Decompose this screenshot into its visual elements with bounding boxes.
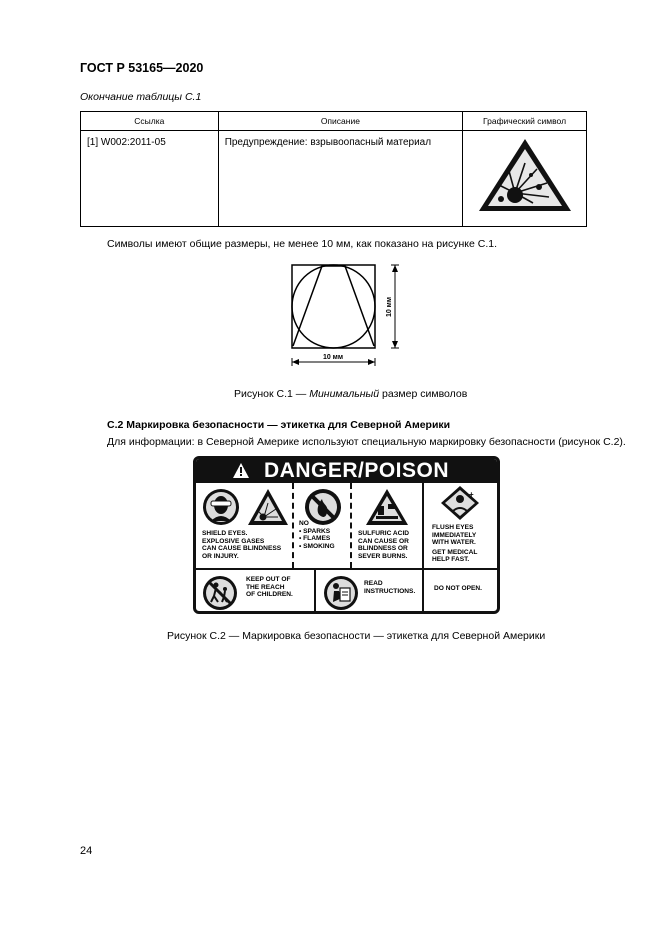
explosion-triangle-icon [246,487,290,527]
flush-eyes-icon [439,485,481,521]
standard-header: ГОСТ Р 53165—2020 [80,61,204,75]
text-line: • SPARKS [299,527,331,535]
page-number: 24 [80,845,93,857]
text-line: CAN CAUSE OR [358,537,409,545]
text-line: CAN CAUSE BLINDNESS [202,545,282,553]
dim-horizontal-label: 10 мм [322,354,344,361]
cell-read [316,568,424,614]
reference-table [80,111,587,227]
eye-protection-icon [201,487,243,527]
label-header [196,459,497,483]
col-header-symbol: Графический символ [463,112,587,131]
cell-acid [352,483,424,568]
text-line: BLINDNESS OR [358,545,408,553]
text-line: THE REACH [246,583,285,591]
no-fire-text [299,520,335,550]
cell-eyes-explosive [196,483,294,568]
text-line: • FLAMES [299,535,331,543]
text-line: OF CHILDREN. [246,591,293,599]
do-not-open-text: DO NOT OPEN. [434,585,482,592]
figure-2-caption: Рисунок С.2 — Маркировка безопасности — этикетка для Северной Америки [167,630,546,642]
minimum-size-diagram [287,262,407,372]
text-line: GET MEDICAL [432,548,478,556]
text-line: EXPLOSIVE GASES [202,537,265,545]
text-line: WITH WATER. [432,539,476,547]
label-title: DANGER/POISON [263,459,450,482]
text-line: KEEP OUT OF [246,576,291,583]
caption-italic: Минимальный [309,388,380,400]
flush-text [432,524,477,564]
cell-ref: [1] W002:2011-05 [81,131,219,227]
cell-do-not-open [424,568,497,614]
acid-text [358,530,409,560]
table-row [81,131,587,227]
caption-prefix: Рисунок С.1 — [234,388,310,400]
text-line: INSTRUCTIONS. [364,587,416,595]
text-line: READ [364,580,383,587]
text-line: • SMOKING [299,542,335,550]
info-paragraph: Для информации: в Северной Америке используют специальную маркировку безопасности (рисунок С.2). [107,436,626,448]
dim-vertical-label: 10 мм [386,296,393,318]
eyes-text [202,530,281,560]
figure-1-caption [234,388,467,400]
read-instructions-icon [322,574,360,612]
keep-away-children-icon [201,574,239,612]
danger-poison-label [193,456,500,614]
caption-suffix: размер символов [379,388,468,400]
cell-flush [424,483,497,568]
text-line: OR INJURY. [202,552,239,560]
explosive-warning-icon [475,135,575,215]
text-line: HELP FAST. [432,556,470,564]
text-line: NO [299,520,309,527]
cell-no-fire [294,483,352,568]
text-line: SEVER BURNS. [358,552,408,560]
text-line: IMMEDIATELY [432,531,477,539]
section-title: С.2 Маркировка безопасности — этикетка для Северной Америки [107,419,451,431]
col-header-ref: Ссылка [81,112,219,131]
text-line: FLUSH EYES [432,524,474,531]
text-line: SULFURIC ACID [358,530,410,537]
corrosive-triangle-icon [364,487,410,527]
symbols-size-paragraph: Символы имеют общие размеры, не менее 10 мм, как показано на рисунке С.1. [107,238,498,250]
text-line: SHIELD EYES. [202,530,248,537]
read-text [364,580,415,595]
cell-children [196,568,316,614]
cell-symbol [463,131,587,227]
cell-description: Предупреждение: взрывоопасный материал [218,131,462,227]
table-caption: Окончание таблицы С.1 [80,91,202,103]
children-text [246,576,293,599]
warning-triangle-icon [232,462,250,479]
svg-text:+: + [469,490,474,499]
col-header-description: Описание [218,112,462,131]
